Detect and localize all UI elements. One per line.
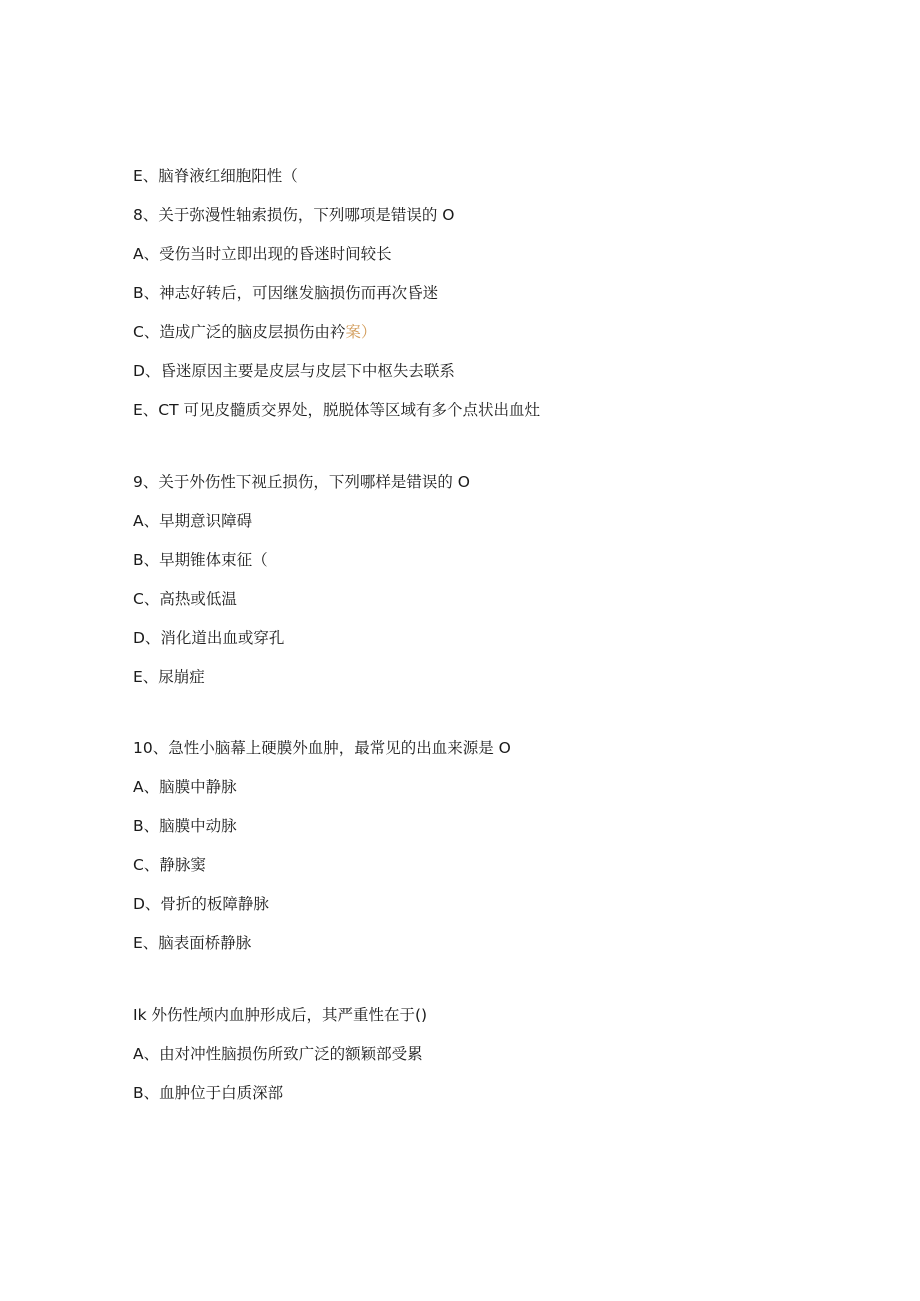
q8-option-d: D、昏迷原因主要是皮层与皮层下中枢失去联系 bbox=[133, 362, 455, 380]
q7-option-e: E、脑脊液红细胞阳性（ bbox=[133, 167, 298, 185]
q8-option-c-highlight: 案） bbox=[345, 323, 377, 341]
q11-stem: Ik 外伤性颅内血肿形成后，其严重性在于() bbox=[133, 1006, 428, 1024]
q10-option-b: B、脑膜中动脉 bbox=[133, 817, 237, 835]
q8-option-c bbox=[133, 322, 376, 342]
q8-option-b: B、神志好转后，可因继发脑损伤而再次昏迷 bbox=[133, 284, 439, 302]
q10-option-c: C、静脉窦 bbox=[133, 856, 206, 874]
q10-stem: 10、急性小脑幕上硬膜外血肿，最常见的出血来源是 O bbox=[133, 739, 511, 757]
q10-option-a: A、脑膜中静脉 bbox=[133, 778, 237, 796]
q9-option-d: D、消化道出血或穿孔 bbox=[133, 629, 285, 647]
q10-option-d: D、骨折的板障静脉 bbox=[133, 895, 269, 913]
q8-option-e: E、CT 可见皮髓质交界处，脱脱体等区域有多个点状出血灶 bbox=[133, 401, 541, 419]
q9-option-b: B、早期锥体束征（ bbox=[133, 551, 268, 569]
q9-option-a: A、早期意识障碍 bbox=[133, 512, 253, 530]
q9-option-e: E、尿崩症 bbox=[133, 668, 205, 686]
q8-stem: 8、关于弥漫性轴索损伤，下列哪项是错误的 O bbox=[133, 206, 455, 224]
q11-option-b: B、血肿位于白质深部 bbox=[133, 1084, 284, 1102]
q8-option-c-text: C、造成广泛的脑皮层损伤由衿 bbox=[133, 323, 346, 341]
q8-option-a: A、受伤当时立即出现的昏迷时间较长 bbox=[133, 245, 392, 263]
q10-option-e: E、脑表面桥静脉 bbox=[133, 934, 252, 952]
q9-option-c: C、高热或低温 bbox=[133, 590, 237, 608]
q11-option-a: A、由对冲性脑损伤所致广泛的额颖部受累 bbox=[133, 1045, 423, 1063]
q9-stem: 9、关于外伤性下视丘损伤，下列哪样是错误的 O bbox=[133, 473, 470, 491]
